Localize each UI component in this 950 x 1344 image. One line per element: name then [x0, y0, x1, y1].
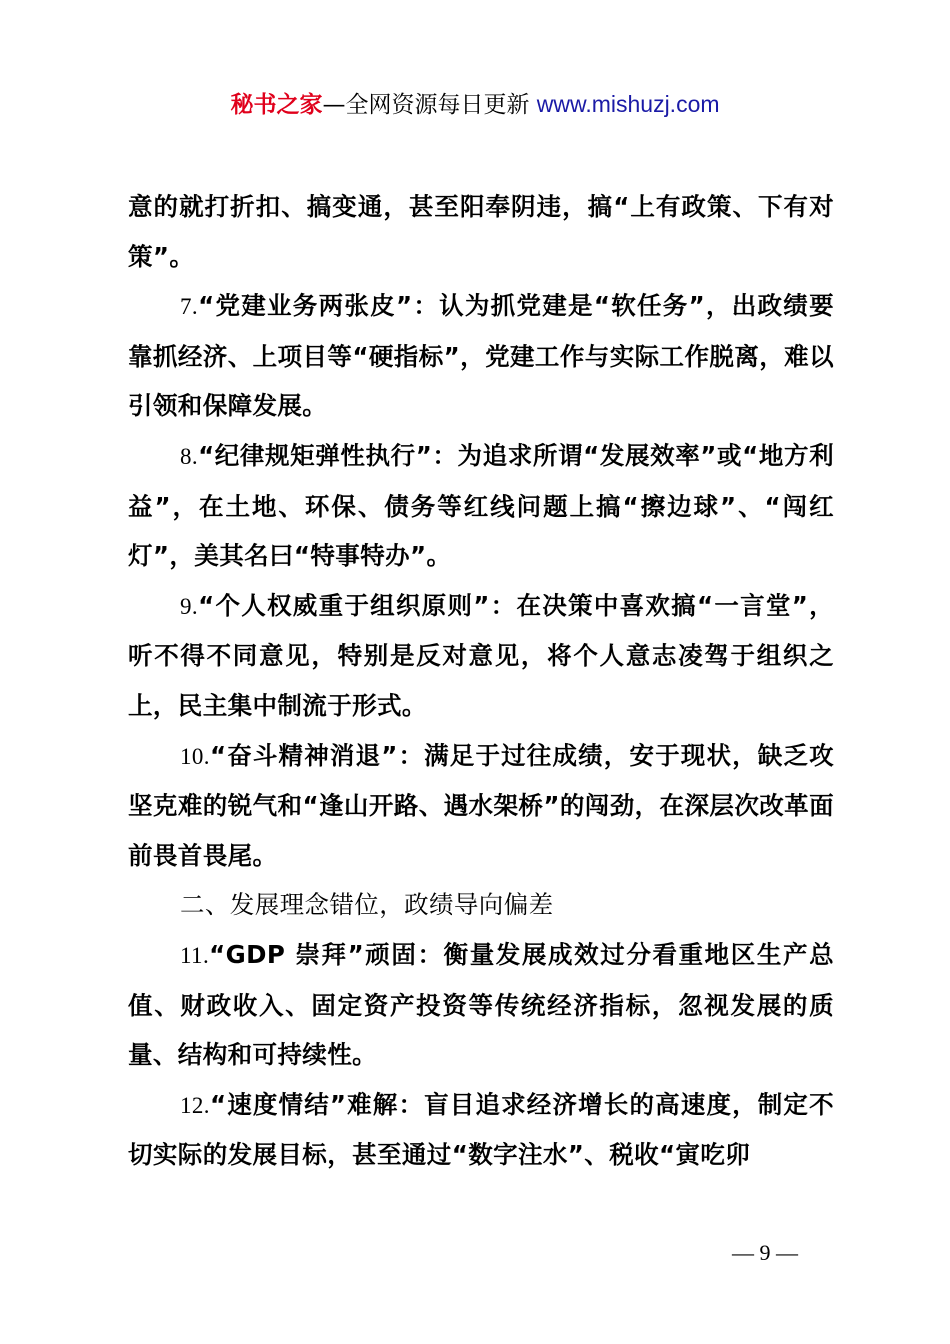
list-item-9: [128, 581, 834, 731]
item-number: 9.: [180, 593, 199, 619]
paragraph-continuation: [128, 182, 834, 281]
brand-name: 秘书之家: [230, 92, 323, 118]
section-heading-text: 二、发展理念错位，政绩导向偏差: [180, 890, 554, 920]
item-text: “个人权威重于组织原则”：在决策中喜欢搞“一言堂”，听不得不同意见，特别是反对意见，将个人意志凌驾于组织之上，民主集中制流于形式。: [128, 590, 834, 720]
item-text: “党建业务两张皮”：认为抓党建是“软任务”，出政绩要靠抓经济、上项目等“硬指标”，党建工作与实际工作脱离，难以引领和保障发展。: [128, 291, 834, 421]
list-item-11: [128, 930, 834, 1080]
header-url[interactable]: www.mishuzj.com: [536, 91, 720, 117]
list-item-10: [128, 731, 834, 881]
document-body: [128, 182, 834, 1180]
paragraph-text: 意的就打折扣、搞变通，甚至阳奉阴违，搞“上有政策、下有对策”。: [128, 192, 834, 271]
item-number: 10.: [180, 743, 210, 769]
page-number: — 9 —: [732, 1240, 798, 1265]
item-number: 7.: [180, 294, 199, 320]
item-text: “速度情结”难解：盲目追求经济增长的高速度，制定不切实际的发展目标，甚至通过“数字注水”、税收“寅吃卯: [128, 1089, 834, 1170]
list-item-12: [128, 1080, 834, 1180]
header-tagline: —全网资源每日更新: [322, 92, 537, 118]
item-text: “GDP 崇拜”顽固：衡量发展成效过分看重地区生产总值、财政收入、固定资产投资等传统经济指标，忽视发展的质量、结构和可持续性。: [128, 939, 834, 1070]
item-number: 11.: [180, 942, 210, 968]
item-text: “奋斗精神消退”：满足于过往成绩，安于现状，缺乏攻坚克难的锐气和“逢山开路、遇水架桥”的闯劲，在深层次改革面前畏首畏尾。: [128, 740, 834, 870]
item-number: 8.: [180, 443, 199, 469]
item-number: 12.: [180, 1092, 210, 1118]
section-heading: [128, 880, 834, 930]
list-item-7: [128, 281, 834, 431]
site-header: [0, 88, 950, 121]
list-item-8: [128, 431, 834, 581]
item-text: “纪律规矩弹性执行”：为追求所谓“发展效率”或“地方利益”，在土地、环保、债务等红线问题上搞“擦边球”、“闯红灯”，美其名曰“特事特办”。: [128, 440, 834, 571]
